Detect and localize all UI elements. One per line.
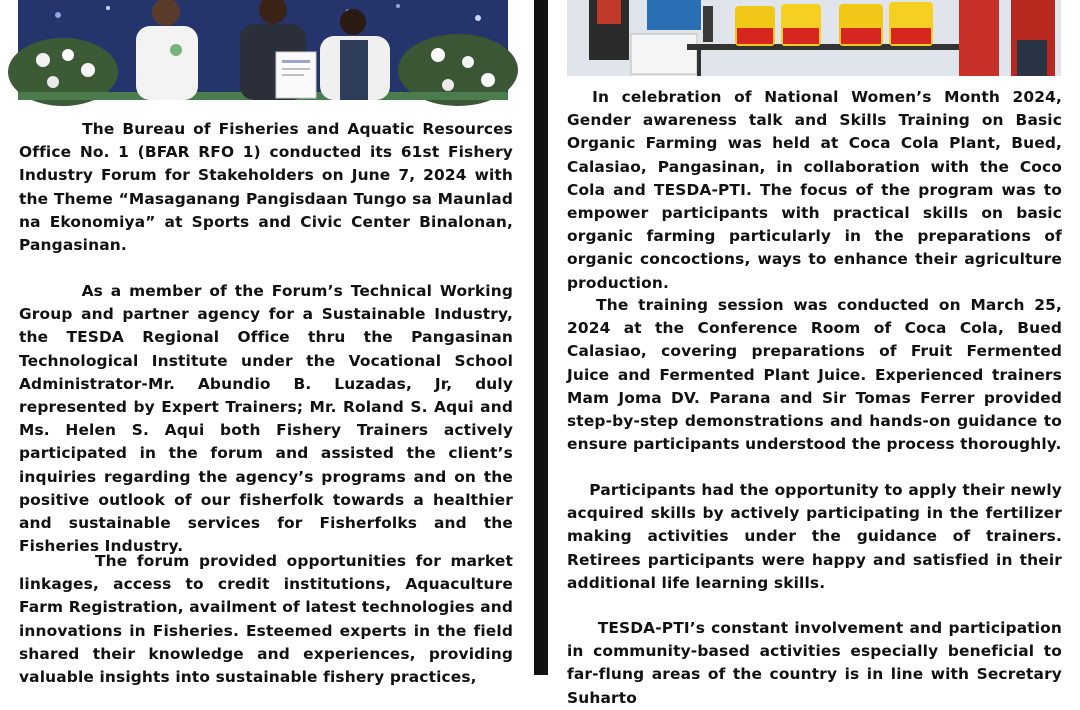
paragraph-forum-intro: The Bureau of Fisheries and Aquatic Resources Office No. 1 (BFAR RFO 1) conducted its 61st Fishery Industry Forum for Stakeholders on June 7, 2024 with the Theme “Masaganang Pangisdaan Tungo sa Maunlad na Ekonomiya” at Sports and Civic Center Binalonan, Pangasinan. [19, 120, 519, 255]
paragraph-tesda-involvement: TESDA-PTI’s constant involvement and participation in community-based activities especially beneficial to far-flung areas of the country is in line with Secretary Suharto [567, 619, 1068, 707]
paragraph-forum-participation: As a member of the Forum’s Technical Working Group and partner agency for a Sustainable Industry, the TESDA Regional Office thru the Pangasinan Technological Institute under the Vocational School Administrator-Mr. Abundio B. Luzadas, Jr, duly represented by Expert Trainers; Mr. Roland S. Aqui and Ms. Helen S. Aqui both Fishery Trainers actively participated in the forum and assisted the client’s inquiries regarding the agency’s programs and on the positive outlook of our fisherfolk towards a healthier and sustainable services for Fisherfolks and the Fisheries Industry. [19, 282, 519, 556]
paragraph-womens-month: In celebration of National Women’s Month 2024, Gender awareness talk and Skills Training on Basic Organic Farming was held at Coca Cola Plant, Bued, Calasiao, Pangasinan, in collaboration with the Coco Cola and TESDA-PTI. The focus of the program was to empower participants with practical skills on basic organic farming particularly in the preparations of organic concoctions, ways to enhance their agriculture production. [567, 88, 1068, 292]
left-column [0, 0, 534, 687]
training-photo [567, 0, 1061, 76]
training-photo-image [567, 0, 1061, 76]
paragraph-forum-opportunities: The forum provided opportunities for market linkages, access to credit institutions, Aquaculture Farm Registration, availment of latest technologies and innovations in Fisheries. Esteemed experts in the field shared their knowledge and experiences, providing valuable insights into sustainable fishery practices, [19, 552, 519, 687]
column-divider [534, 0, 548, 675]
forum-photo-image [18, 0, 508, 100]
paragraph-participants: Participants had the opportunity to apply their newly acquired skills by actively participating in the fertilizer making activities under the guidance of trainers. Retirees participants were happy and satisfied in their additional life learning skills. [567, 481, 1068, 592]
right-column [548, 0, 1080, 707]
paragraph-training-session: The training session was conducted on March 25, 2024 at the Conference Room of Coca Cola, Bued Calasiao, covering preparations of Fruit Fermented Juice and Fermented Plant Juice. Experienced trainers Mam Joma DV. Parana and Sir Tomas Ferrer provided step-by-step demonstrations and hands-on guidance to ensure participants understood the process thoroughly. [567, 296, 1068, 454]
forum-photo [18, 0, 508, 100]
